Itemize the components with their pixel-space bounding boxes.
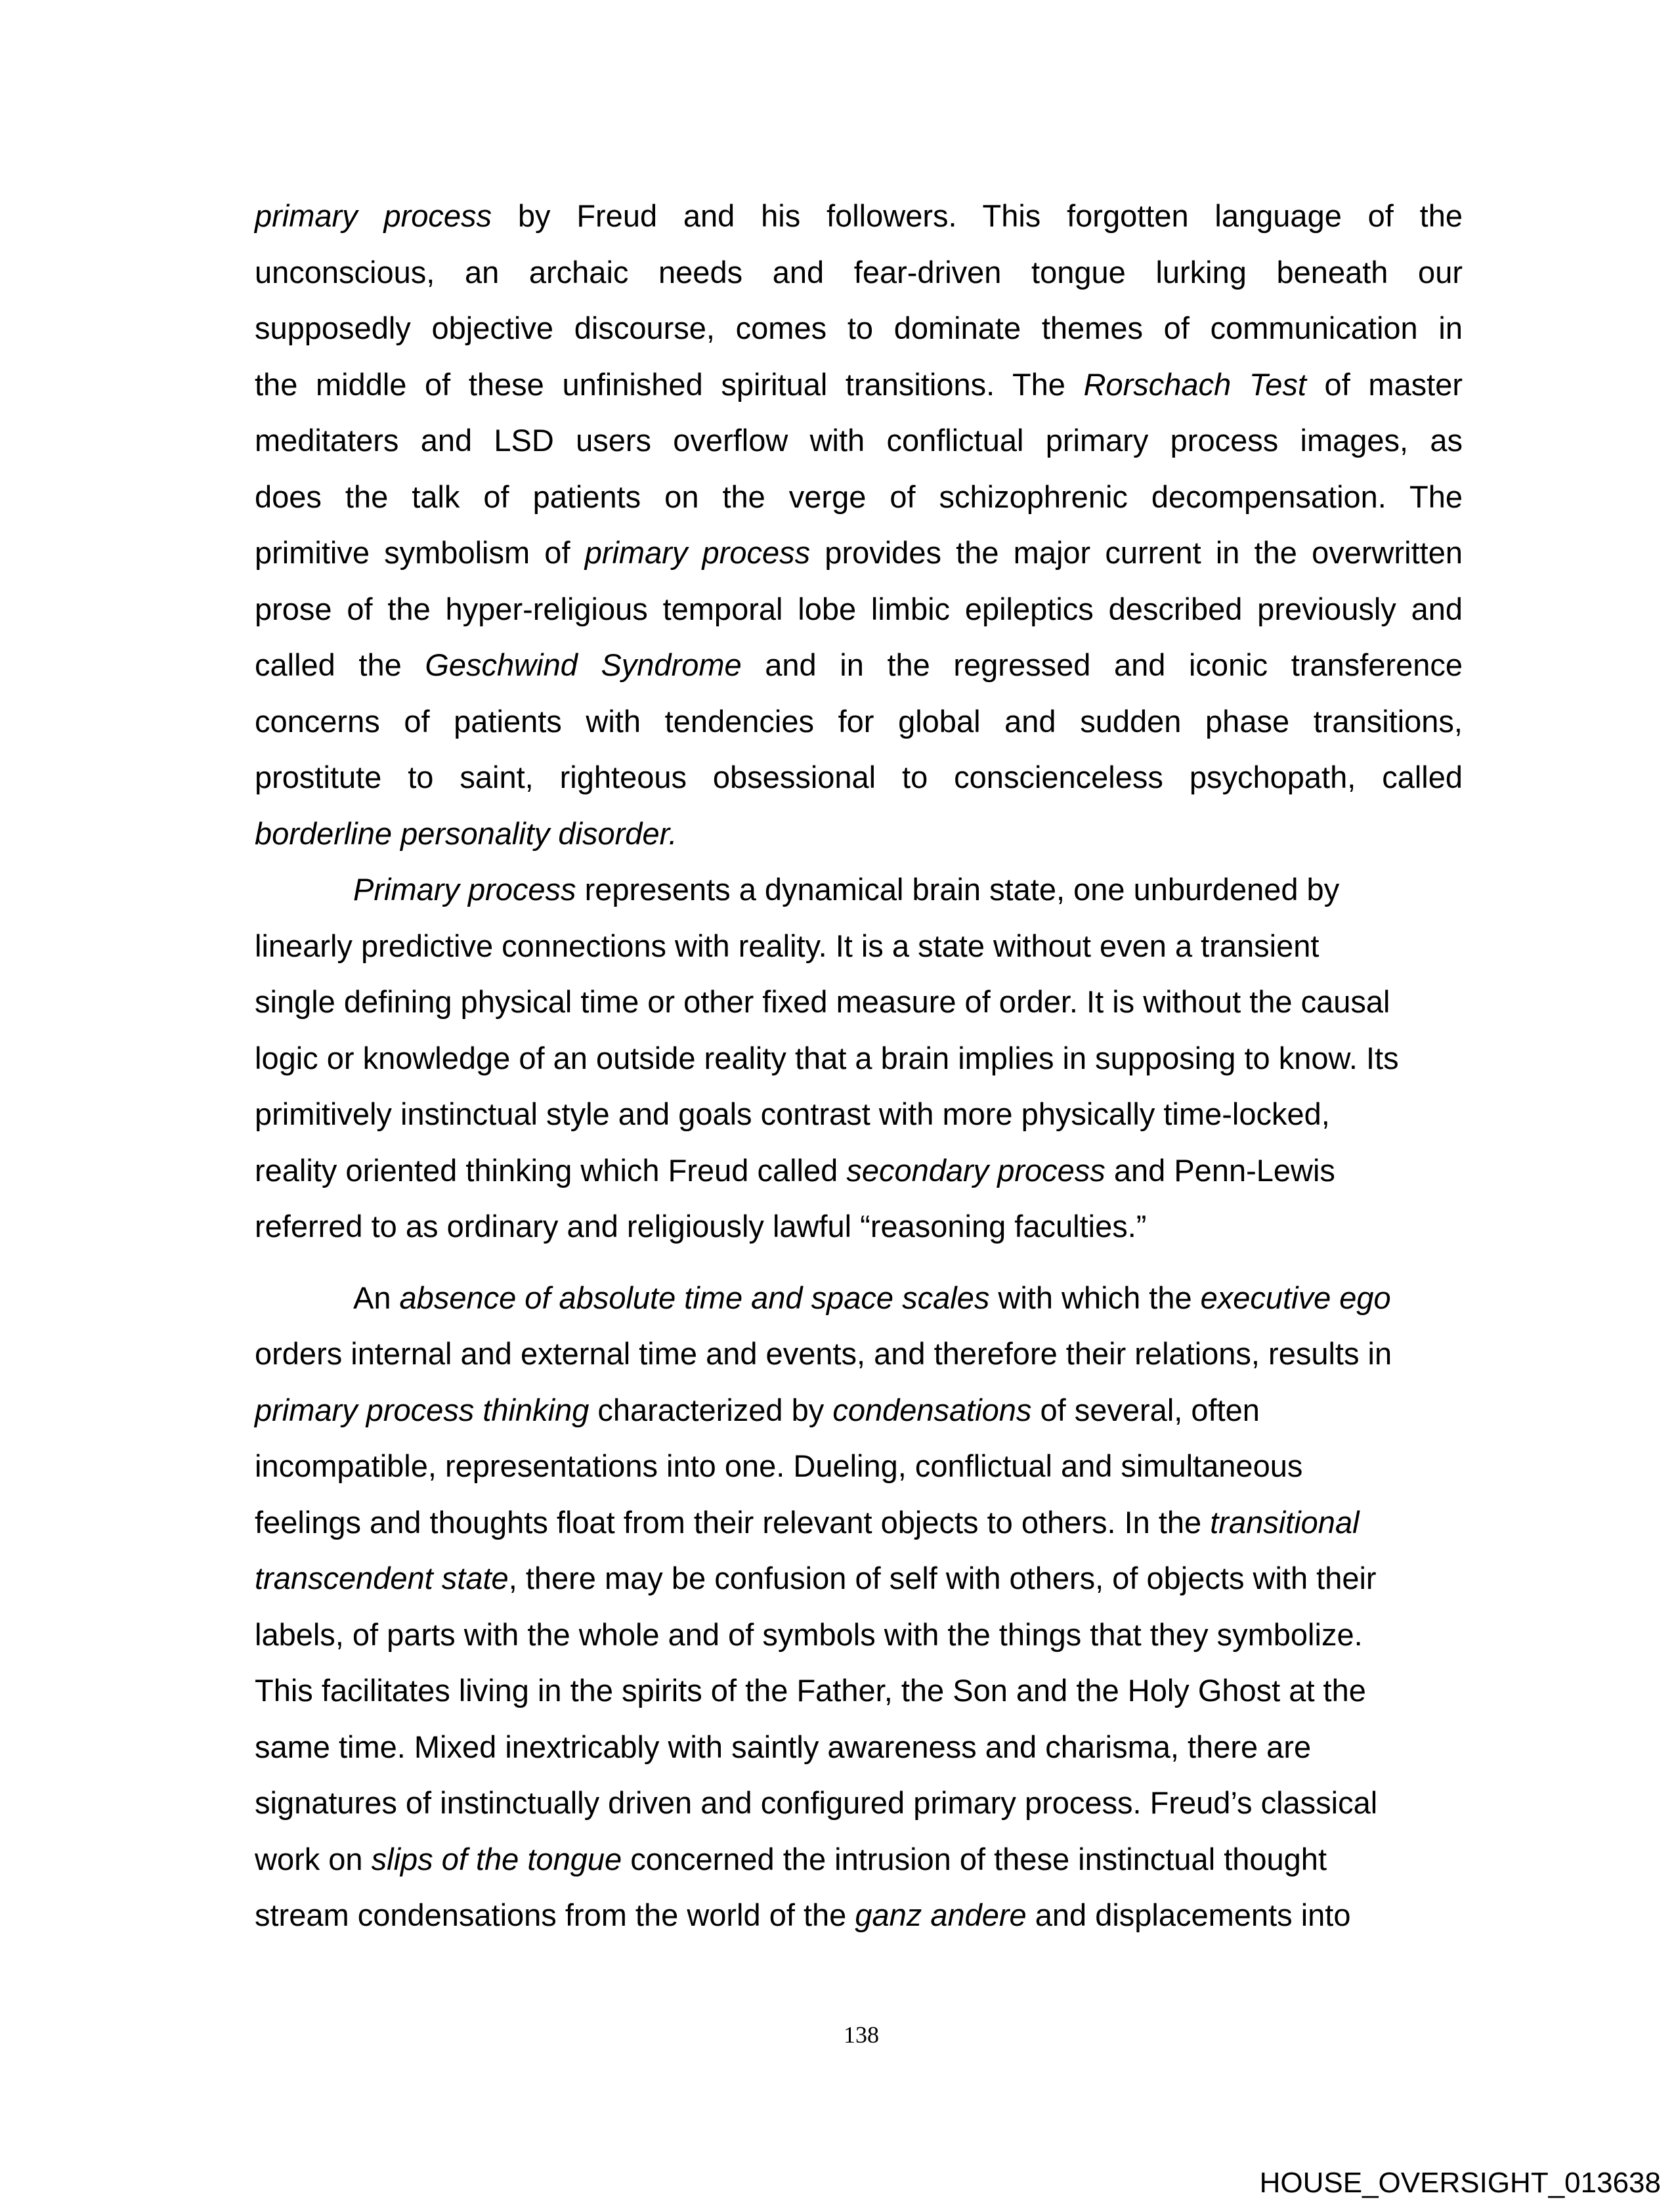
text-run: concerned the intrusion of these instinctual thought [622,1841,1327,1876]
text-run: prostitute to saint, righteous obsessional to conscienceless psychopath, called [255,760,1463,794]
text-line [255,1719,1463,1775]
text-line [255,1607,1463,1663]
text-run: and in the regressed and iconic transference [741,647,1463,682]
text-run: and Penn-Lewis [1105,1152,1335,1188]
text-run: signatures of instinctually driven and configured primary process. Freud’s classical [255,1785,1378,1820]
text-run: unconscious, an archaic needs and fear-driven tongue lurking beneath our [255,254,1463,290]
text-run: does the talk of patients on the verge of schizophrenic decompensation. The [255,479,1463,514]
italic-term: executive ego [1200,1280,1391,1315]
text-line [255,1326,1463,1382]
text-line [255,861,1463,918]
bates-stamp: HOUSE_OVERSIGHT_013638 [1259,2167,1661,2199]
italic-term: primary process [584,535,811,570]
paragraph-3 [255,1270,1463,1943]
text-line [255,806,1463,862]
text-line [255,1198,1463,1255]
text-run: orders internal and external time and events, and therefore their relations, results in [255,1336,1392,1371]
text-line [255,244,1463,301]
text-run: characterized by [589,1392,833,1427]
text-run: primitive symbolism of [255,535,585,570]
text-line [255,357,1463,413]
text-run: feelings and thoughts float from their relevant objects to others. In the [255,1504,1211,1540]
text-run: incompatible, representations into one. Dueling, conflictual and simultaneous [255,1448,1303,1483]
italic-term: condensations [832,1392,1032,1427]
paragraph-2 [255,861,1463,1255]
text-run: work on [255,1841,372,1876]
text-run: An [353,1280,400,1315]
text-line [255,525,1463,581]
text-run: supposedly objective discourse, comes to dominate themes of communication in [255,311,1463,345]
text-line [255,1494,1463,1551]
text-run: linearly predictive connections with reality. It is a state without even a transient [255,928,1320,963]
italic-term: primary process thinking [255,1392,590,1427]
text-run: provides the major current in the overwritten [810,535,1463,570]
text-run: single defining physical time or other fixed measure of order. It is without the causal [255,984,1390,1019]
text-run: referred to as ordinary and religiously lawful “reasoning faculties.” [255,1209,1147,1244]
text-line [255,1382,1463,1439]
italic-term: borderline personality disorder. [255,815,677,851]
text-run: This facilitates living in the spirits of the Father, the Son and the Holy Ghost at the [255,1673,1366,1708]
text-run: , there may be confusion of self with others, of objects with their [508,1561,1377,1595]
text-run: same time. Mixed inextricably with saintly awareness and charisma, there are [255,1729,1312,1764]
italic-term: absence of absolute time and space scales [399,1280,990,1315]
text-line [255,412,1463,469]
text-line [255,469,1463,525]
text-line [255,1831,1463,1888]
text-run: and displacements into [1026,1898,1351,1932]
text-line [255,1775,1463,1831]
text-line [255,1438,1463,1494]
text-run: with which the [989,1280,1201,1315]
text-run: prose of the hyper-religious temporal lobe limbic epileptics described previously and [255,591,1463,626]
text-run: meditaters and LSD users overflow with conflictual primary process images, as [255,423,1463,458]
paragraph-1 [255,188,1463,861]
text-run: labels, of parts with the whole and of symbols with the things that they symbolize. [255,1616,1363,1652]
text-line [255,1550,1463,1607]
text-line [255,749,1463,806]
italic-term: Geschwind Syndrome [425,647,742,682]
text-line [255,1086,1463,1142]
text-line [255,1270,1463,1326]
text-run: primitively instinctual style and goals contrast with more physically time-locked, [255,1096,1330,1131]
text-run: called the [255,647,425,682]
text-line [255,1030,1463,1087]
text-run: of master [1306,366,1463,402]
text-run: concerns of patients with tendencies for global and sudden phase transitions, [255,703,1463,739]
page-number: 138 [844,2022,879,2048]
text-run: of several, often [1031,1392,1260,1427]
text-run: represents a dynamical brain state, one unburdened by [576,872,1340,907]
text-line [255,693,1463,750]
text-line [255,188,1463,244]
text-run: stream condensations from the world of the [255,1898,855,1932]
text-line [255,581,1463,638]
text-line [255,1887,1463,1943]
text-run: reality oriented thinking which Freud called [255,1152,847,1188]
text-line [255,974,1463,1030]
text-line [255,918,1463,974]
italic-term: ganz andere [855,1898,1027,1932]
text-run: the middle of these unfinished spiritual transitions. The [255,366,1084,402]
italic-term: primary process [255,198,492,233]
italic-term: Rorschach Test [1083,366,1306,402]
text-run: logic or knowledge of an outside reality that a brain implies in supposing to know. Its [255,1040,1399,1075]
italic-term: secondary process [846,1152,1105,1188]
italic-term: transcendent state [255,1561,509,1595]
italic-term: transitional [1210,1504,1360,1540]
body-text [255,188,1463,1943]
text-line [255,1142,1463,1199]
text-line [255,300,1463,357]
text-line [255,1662,1463,1719]
text-run: by Freud and his followers. This forgotten language of the [492,198,1463,233]
text-line [255,637,1463,693]
paragraph-gap [255,1255,1463,1270]
italic-term: Primary process [353,872,576,907]
italic-term: slips of the tongue [371,1841,622,1876]
